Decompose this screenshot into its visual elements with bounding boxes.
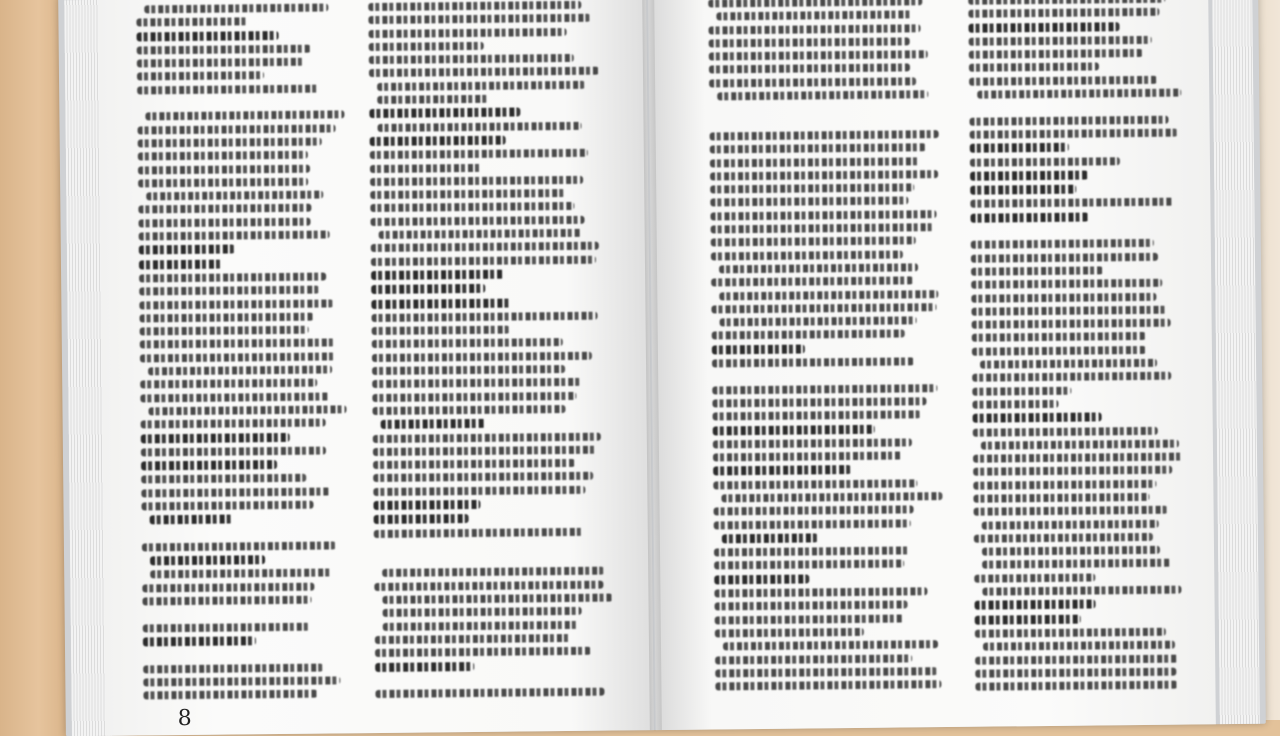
text-line xyxy=(714,547,910,557)
text-line xyxy=(377,81,585,91)
text-line xyxy=(971,226,1181,236)
text-line xyxy=(712,330,905,340)
text-line xyxy=(370,189,565,199)
text-line xyxy=(713,424,875,435)
text-line xyxy=(715,614,904,624)
text-line xyxy=(370,202,574,212)
right-page xyxy=(648,0,1216,730)
left-page xyxy=(98,0,654,736)
text-line xyxy=(972,332,1146,342)
text-line xyxy=(975,600,1096,610)
text-line xyxy=(968,22,1119,33)
text-line xyxy=(710,210,936,220)
text-line xyxy=(973,426,1158,436)
text-line xyxy=(982,519,1159,529)
text-line xyxy=(141,446,326,456)
text-line xyxy=(712,357,914,367)
text-line xyxy=(710,170,938,180)
text-line xyxy=(719,290,938,300)
text-line xyxy=(971,306,1166,316)
text-line xyxy=(713,438,912,448)
text-line xyxy=(710,130,939,140)
text-line xyxy=(969,76,1157,86)
text-line xyxy=(969,102,1179,112)
text-line xyxy=(975,628,1166,638)
text-line xyxy=(143,622,310,632)
text-line xyxy=(141,460,277,470)
left-page-column-1 xyxy=(136,3,343,704)
text-line xyxy=(145,111,344,121)
text-line xyxy=(372,312,598,322)
text-line xyxy=(972,319,1171,329)
text-line xyxy=(141,487,330,497)
text-line xyxy=(369,42,484,51)
text-line xyxy=(714,587,927,597)
text-line xyxy=(381,419,486,429)
text-line xyxy=(372,378,581,388)
text-line xyxy=(371,255,596,265)
text-line xyxy=(971,279,1162,289)
text-line xyxy=(139,231,330,241)
text-line xyxy=(140,379,317,389)
page-edges-right xyxy=(1212,0,1260,724)
text-line xyxy=(139,245,235,255)
text-line xyxy=(369,54,574,64)
text-line xyxy=(973,453,1183,463)
text-line xyxy=(713,452,902,462)
text-line xyxy=(715,680,941,690)
text-line xyxy=(713,479,917,489)
text-line xyxy=(142,541,336,551)
text-line xyxy=(374,514,469,524)
text-line xyxy=(709,103,939,113)
text-line xyxy=(971,266,1103,275)
text-line xyxy=(720,316,917,326)
text-line xyxy=(973,493,1149,503)
text-line xyxy=(710,143,926,153)
text-line xyxy=(971,252,1158,262)
text-line xyxy=(139,259,222,269)
text-line xyxy=(372,326,510,335)
text-line xyxy=(974,533,1153,543)
text-line xyxy=(375,674,605,684)
text-line xyxy=(714,519,911,529)
text-line xyxy=(972,386,1071,395)
text-line xyxy=(382,594,612,604)
text-line xyxy=(137,72,264,81)
left-page-column-2 xyxy=(368,1,605,704)
text-line xyxy=(148,405,346,415)
text-line xyxy=(137,97,337,107)
text-line xyxy=(711,223,934,233)
text-line xyxy=(969,49,1143,59)
text-line xyxy=(723,640,938,650)
text-line xyxy=(143,663,323,673)
text-line xyxy=(369,67,599,77)
text-line xyxy=(370,216,584,226)
text-line xyxy=(969,63,1099,72)
text-line xyxy=(378,122,582,132)
text-line xyxy=(383,621,579,631)
text-line xyxy=(709,117,939,127)
text-line xyxy=(139,272,326,282)
text-line xyxy=(143,676,341,686)
text-line xyxy=(713,465,851,475)
text-line xyxy=(371,270,504,280)
text-line xyxy=(709,24,921,34)
text-line xyxy=(370,176,583,186)
text-line xyxy=(373,485,585,495)
text-line xyxy=(968,8,1159,18)
text-line xyxy=(970,198,1173,208)
text-line xyxy=(375,688,605,698)
text-line xyxy=(146,191,323,201)
text-line xyxy=(970,212,1088,222)
text-line xyxy=(970,170,1088,180)
text-line xyxy=(150,515,233,525)
text-line xyxy=(150,569,332,579)
text-line xyxy=(144,3,328,13)
text-line xyxy=(383,607,582,617)
text-line xyxy=(375,647,591,657)
text-line xyxy=(372,365,565,375)
text-line xyxy=(138,204,311,214)
text-line xyxy=(975,681,1177,691)
text-line xyxy=(371,298,511,308)
text-line xyxy=(975,654,1178,664)
text-line xyxy=(369,28,567,38)
text-line xyxy=(714,574,809,584)
text-line xyxy=(722,533,818,543)
text-line xyxy=(368,14,590,24)
text-line xyxy=(711,303,936,313)
text-line xyxy=(972,400,1059,409)
text-line xyxy=(709,77,916,87)
text-line xyxy=(971,292,1156,302)
text-line xyxy=(142,528,342,538)
text-line xyxy=(139,299,333,309)
text-line xyxy=(708,0,922,7)
text-line xyxy=(141,501,313,511)
text-line xyxy=(374,527,584,537)
text-line xyxy=(143,636,257,646)
text-line xyxy=(140,392,329,402)
text-line xyxy=(372,392,576,402)
text-line xyxy=(711,277,913,287)
text-line xyxy=(974,506,1168,516)
text-line xyxy=(138,124,336,134)
text-line xyxy=(382,567,604,577)
text-line xyxy=(970,185,1076,195)
text-line xyxy=(712,370,942,380)
text-line xyxy=(973,413,1102,423)
text-line xyxy=(715,628,864,638)
text-line xyxy=(373,459,575,469)
text-line xyxy=(374,580,604,590)
text-line xyxy=(372,405,565,415)
text-line xyxy=(373,500,480,510)
text-line xyxy=(713,411,921,421)
text-line xyxy=(143,690,317,700)
text-line xyxy=(715,654,912,664)
text-line xyxy=(372,351,592,361)
text-line xyxy=(709,50,928,60)
text-line xyxy=(969,36,1152,46)
right-page-column-1 xyxy=(708,0,945,696)
text-line xyxy=(970,143,1069,153)
text-line xyxy=(970,129,1178,139)
text-line xyxy=(715,601,908,611)
text-line xyxy=(369,108,520,119)
text-line xyxy=(370,163,482,172)
text-line xyxy=(709,37,910,47)
text-line xyxy=(373,445,597,455)
text-line xyxy=(138,138,322,148)
text-line xyxy=(968,0,1165,5)
text-line xyxy=(709,64,910,74)
text-line xyxy=(138,164,310,174)
text-line xyxy=(710,157,920,167)
text-line xyxy=(712,384,937,394)
page-number: 8 xyxy=(177,705,192,732)
text-line xyxy=(139,286,319,296)
text-line xyxy=(972,372,1171,382)
text-line xyxy=(379,229,582,239)
text-line xyxy=(371,284,485,294)
text-line xyxy=(140,352,335,362)
text-line xyxy=(371,242,599,252)
text-line xyxy=(138,151,308,161)
text-line xyxy=(148,365,332,375)
text-line xyxy=(374,540,604,550)
text-line xyxy=(139,312,313,322)
text-line xyxy=(714,560,904,570)
text-line xyxy=(970,157,1120,167)
text-line xyxy=(136,18,247,27)
text-line xyxy=(377,95,488,104)
open-book xyxy=(58,0,1266,736)
text-line xyxy=(711,237,916,247)
text-line xyxy=(982,546,1160,556)
text-line xyxy=(142,582,314,592)
text-line xyxy=(137,45,311,55)
text-line xyxy=(370,149,588,159)
text-line xyxy=(143,650,343,660)
text-line xyxy=(710,184,914,194)
text-line xyxy=(973,466,1172,476)
text-line xyxy=(975,667,1176,677)
text-line xyxy=(982,586,1181,596)
text-line xyxy=(375,662,474,672)
text-line xyxy=(143,609,343,619)
text-line xyxy=(138,178,308,188)
text-line xyxy=(715,667,937,677)
text-line xyxy=(974,573,1095,582)
text-line xyxy=(981,439,1179,449)
right-page-column-2 xyxy=(968,0,1185,696)
text-line xyxy=(982,559,1171,569)
text-line xyxy=(375,634,571,644)
text-line xyxy=(370,136,507,146)
text-line xyxy=(142,596,311,606)
text-line xyxy=(711,250,903,260)
text-line xyxy=(373,472,593,482)
text-line xyxy=(140,326,309,336)
text-line xyxy=(138,217,311,227)
text-line xyxy=(972,346,1146,356)
text-line xyxy=(137,58,304,68)
text-line xyxy=(721,492,942,502)
text-line xyxy=(714,506,914,516)
text-line xyxy=(368,1,581,11)
text-line xyxy=(710,197,908,207)
text-line xyxy=(137,84,319,94)
text-line xyxy=(712,397,926,407)
text-line xyxy=(969,115,1168,125)
text-line xyxy=(973,480,1156,490)
text-line xyxy=(141,432,290,443)
text-line xyxy=(716,11,911,21)
text-line xyxy=(372,338,563,348)
text-line xyxy=(150,555,265,565)
text-line xyxy=(137,31,279,41)
text-line xyxy=(373,432,601,442)
text-line xyxy=(717,90,928,100)
text-line xyxy=(975,614,1081,624)
text-line xyxy=(712,344,806,354)
text-line xyxy=(983,641,1175,651)
text-line xyxy=(980,359,1157,369)
text-line xyxy=(140,339,335,349)
text-line xyxy=(141,419,326,429)
text-line xyxy=(971,239,1154,249)
text-line xyxy=(374,554,604,564)
text-line xyxy=(977,89,1181,99)
text-line xyxy=(719,263,918,273)
text-line xyxy=(141,474,306,484)
